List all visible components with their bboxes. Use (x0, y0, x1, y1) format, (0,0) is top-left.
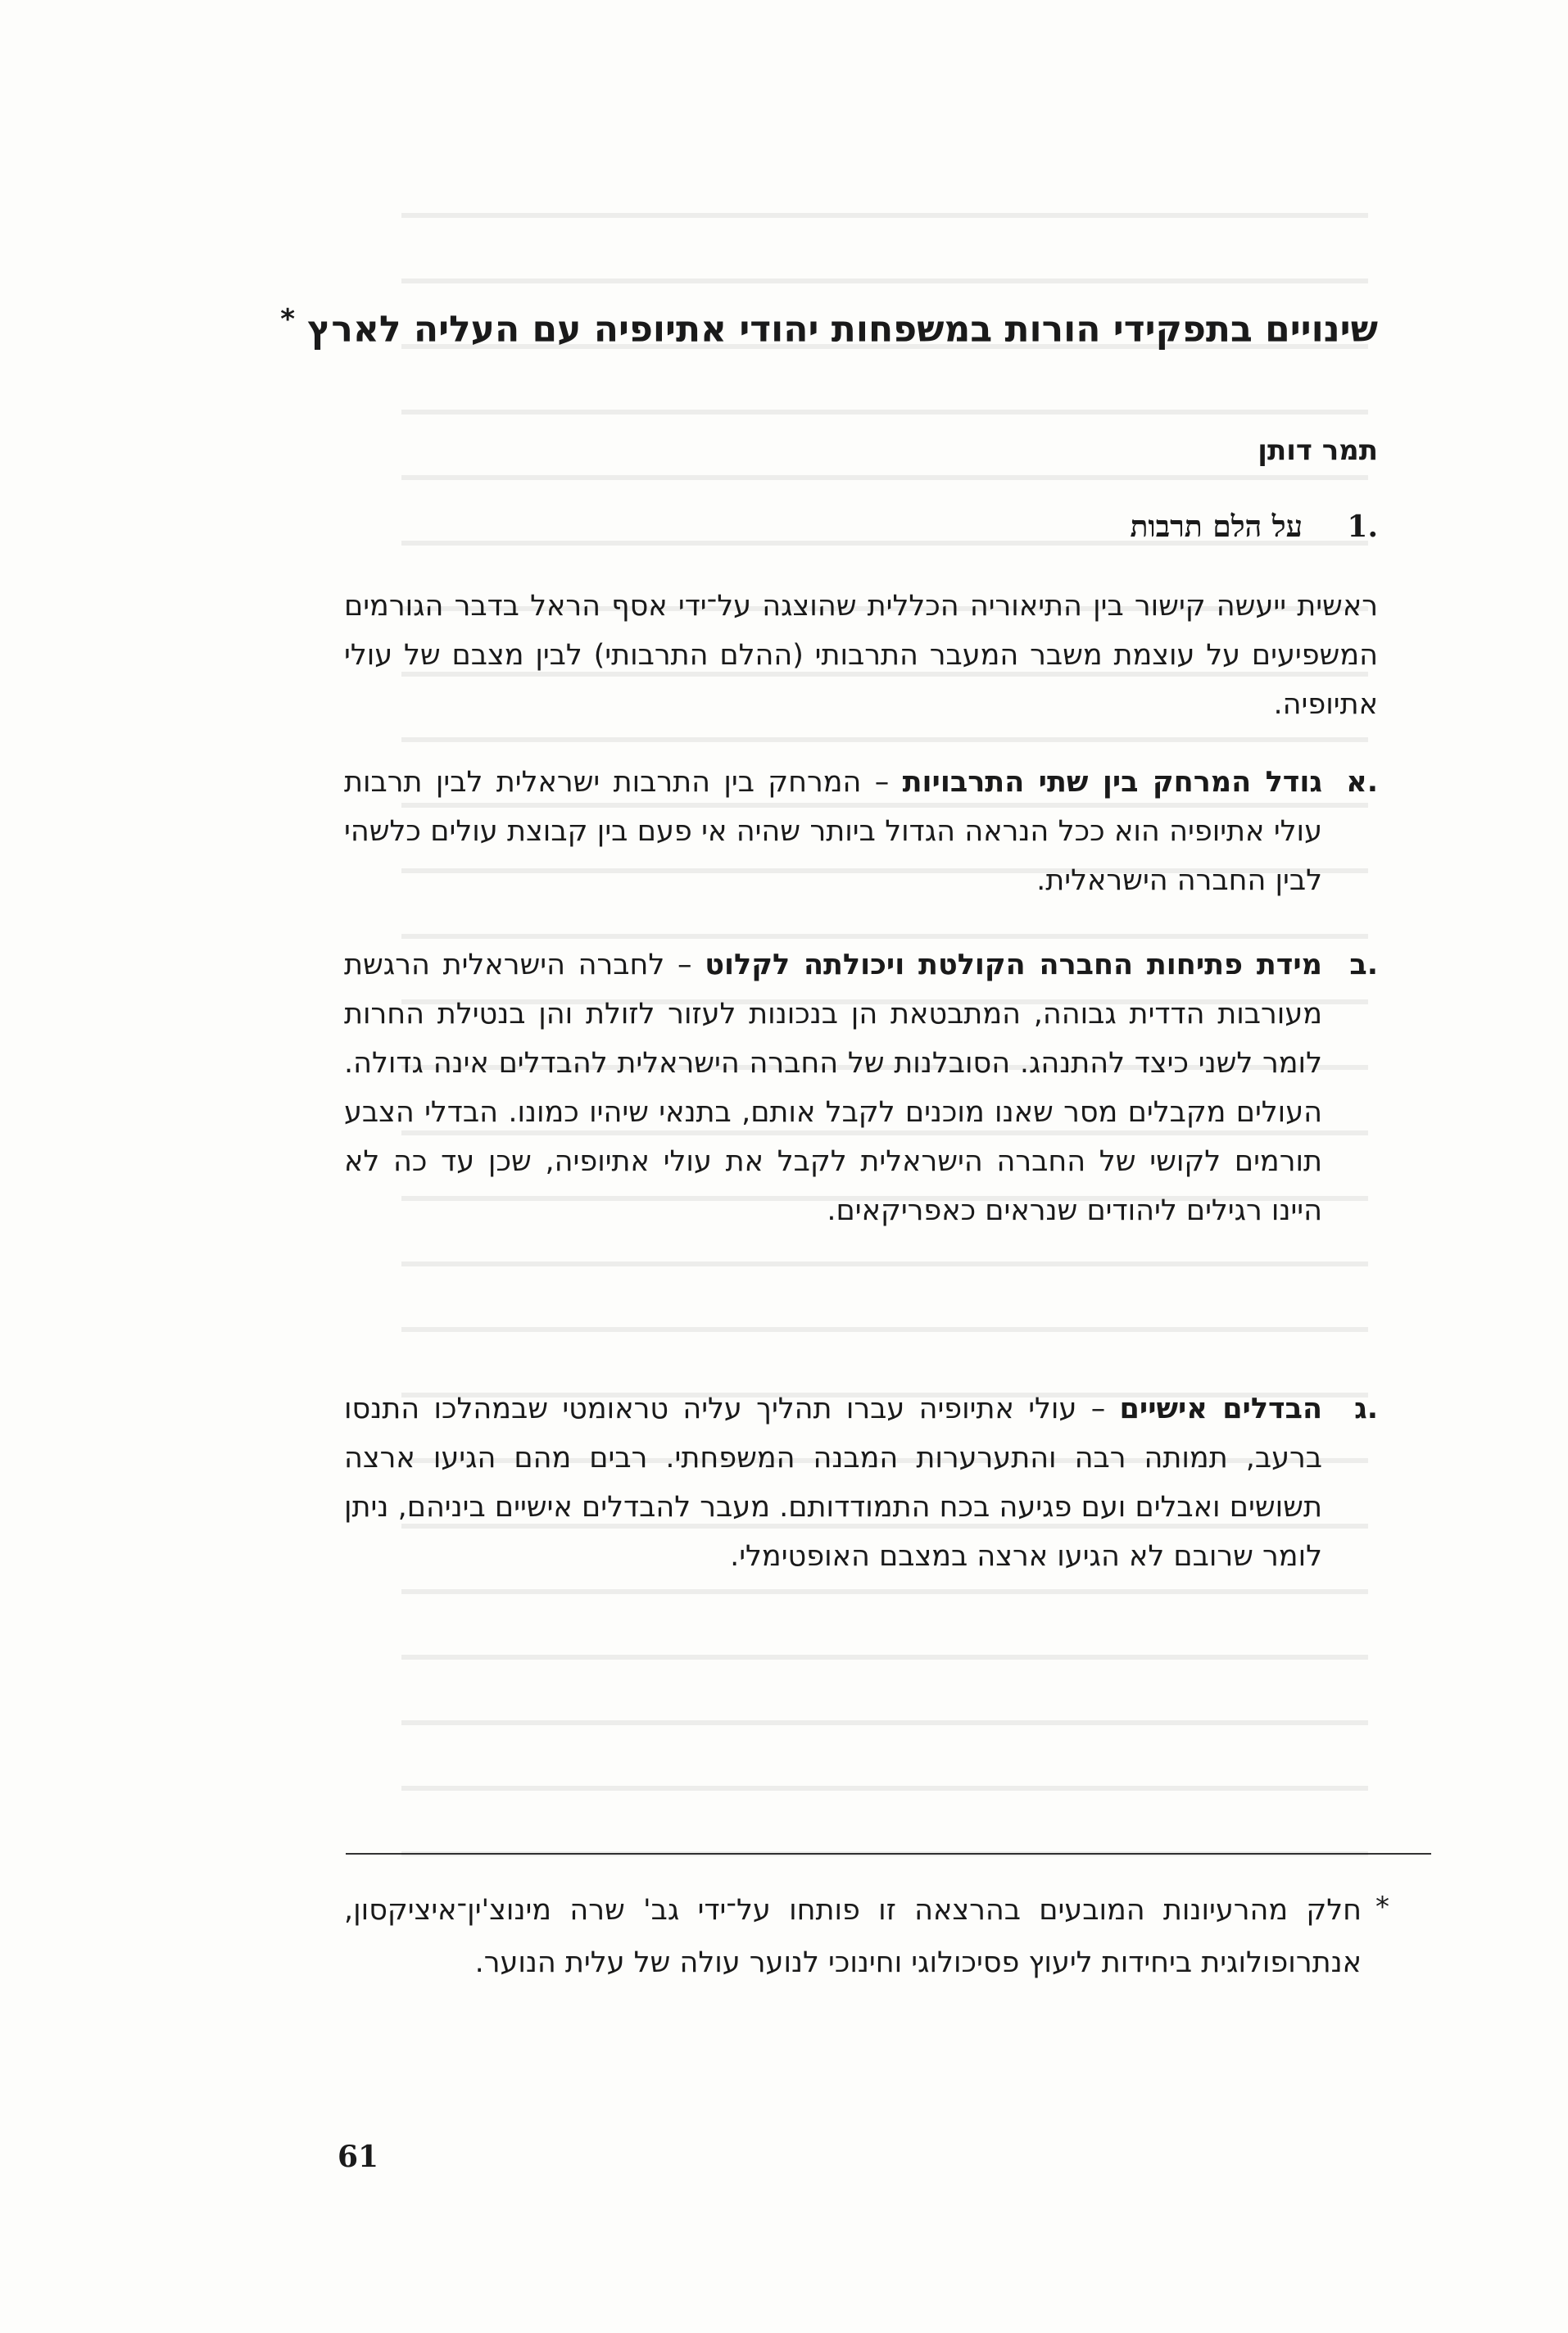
list-item-c (344, 1384, 1378, 1581)
list-item-letter: .א (1346, 766, 1378, 799)
author-name: תמר דותן (1258, 434, 1378, 467)
footnote-mark: * (1375, 1891, 1389, 1923)
list-item-b (344, 940, 1378, 1235)
list-item-body (344, 758, 1322, 905)
article-title-text: שינויים בתפקידי הורות במשפחות יהודי אתיופיה עם העליה לארץ (307, 308, 1378, 351)
title-footnote-mark: * (280, 303, 295, 336)
list-item-body (344, 1384, 1322, 1581)
page-number: 61 (338, 2140, 379, 2174)
footnote (344, 1884, 1389, 1989)
section-number: .1 (1347, 510, 1378, 544)
article-title (188, 288, 1378, 361)
list-item-text: – המרחק בין התרבות ישראלית לבין תרבות עולי אתיופיה הוא ככל הנראה הגדול ביותר שהיה אי פעם בין קבוצת עולים כלשהי לבין החברה הישראלית. (344, 766, 1322, 897)
list-item-body (344, 940, 1322, 1235)
footnote-text: חלק מהרעיונות המובעים בהרצאה זו פותחו על־ידי גב' שרה מינוצ'ין־איציקסון, אנתרופולוגית ביחידות ליעוץ פסיכולוגי וחינוכי לנוער עולה של עלית הנוער. (344, 1894, 1362, 1979)
list-item-text: – עולי אתיופיה עברו תהליך עליה טראומטי שבמהלכו התנסו ברעב, תמותה רבה והתערערות המבנה המשפחתי. רבים מהם הגיעו ארצה תשושים ואבלים ועם פגיעה בכח התמודדותם. מעבר להבדלים אישיים ביניהם, ניתן לומר שרובם לא הגיעו ארצה במצבם האופטימלי. (344, 1393, 1322, 1573)
footnote-divider (346, 1853, 1431, 1855)
intro-paragraph: ראשית ייעשה קישור בין התיאוריה הכללית שהוצגה על־ידי אסף הראל בדבר הגורמים המשפיעים על עוצמת משבר המעבר התרבותי (ההלם התרבותי) לבין מצבם של עולי אתיופיה. (344, 590, 1378, 721)
list-item-letter: .ג (1354, 1393, 1378, 1425)
list-item-text: – לחברה הישראלית הרגשת מעורבות הדדית גבוהה, המתבטאת הן בנכונות לעזור לזולת והן בנטילת החרות לומר לשני כיצד להתנהג. הסובלנות של החברה הישראלית להבדלים אינה גדולה. העולים מקבלים מסר שאנו מוכנים לקבל אותם, בתנאי שיהיו כמונו. הבדלי הצבע תורמים לקושי של החברה הישראלית לקבל את עולי אתיופיה, שכן עד כה לא היינו רגילים ליהודים שנראים כאפריקאים. (344, 949, 1322, 1227)
list-item-a (344, 758, 1378, 905)
section-heading: על הלם תרבות (1130, 510, 1303, 544)
list-item-heading: הבדלים אישיים (1119, 1393, 1323, 1425)
list-item-heading: מידת פתיחות החברה הקולטת ויכולתה לקלוט (705, 949, 1322, 981)
list-item-letter: .ב (1349, 949, 1378, 981)
list-item-heading: גודל המרחק בין שתי התרבויות (902, 766, 1322, 799)
